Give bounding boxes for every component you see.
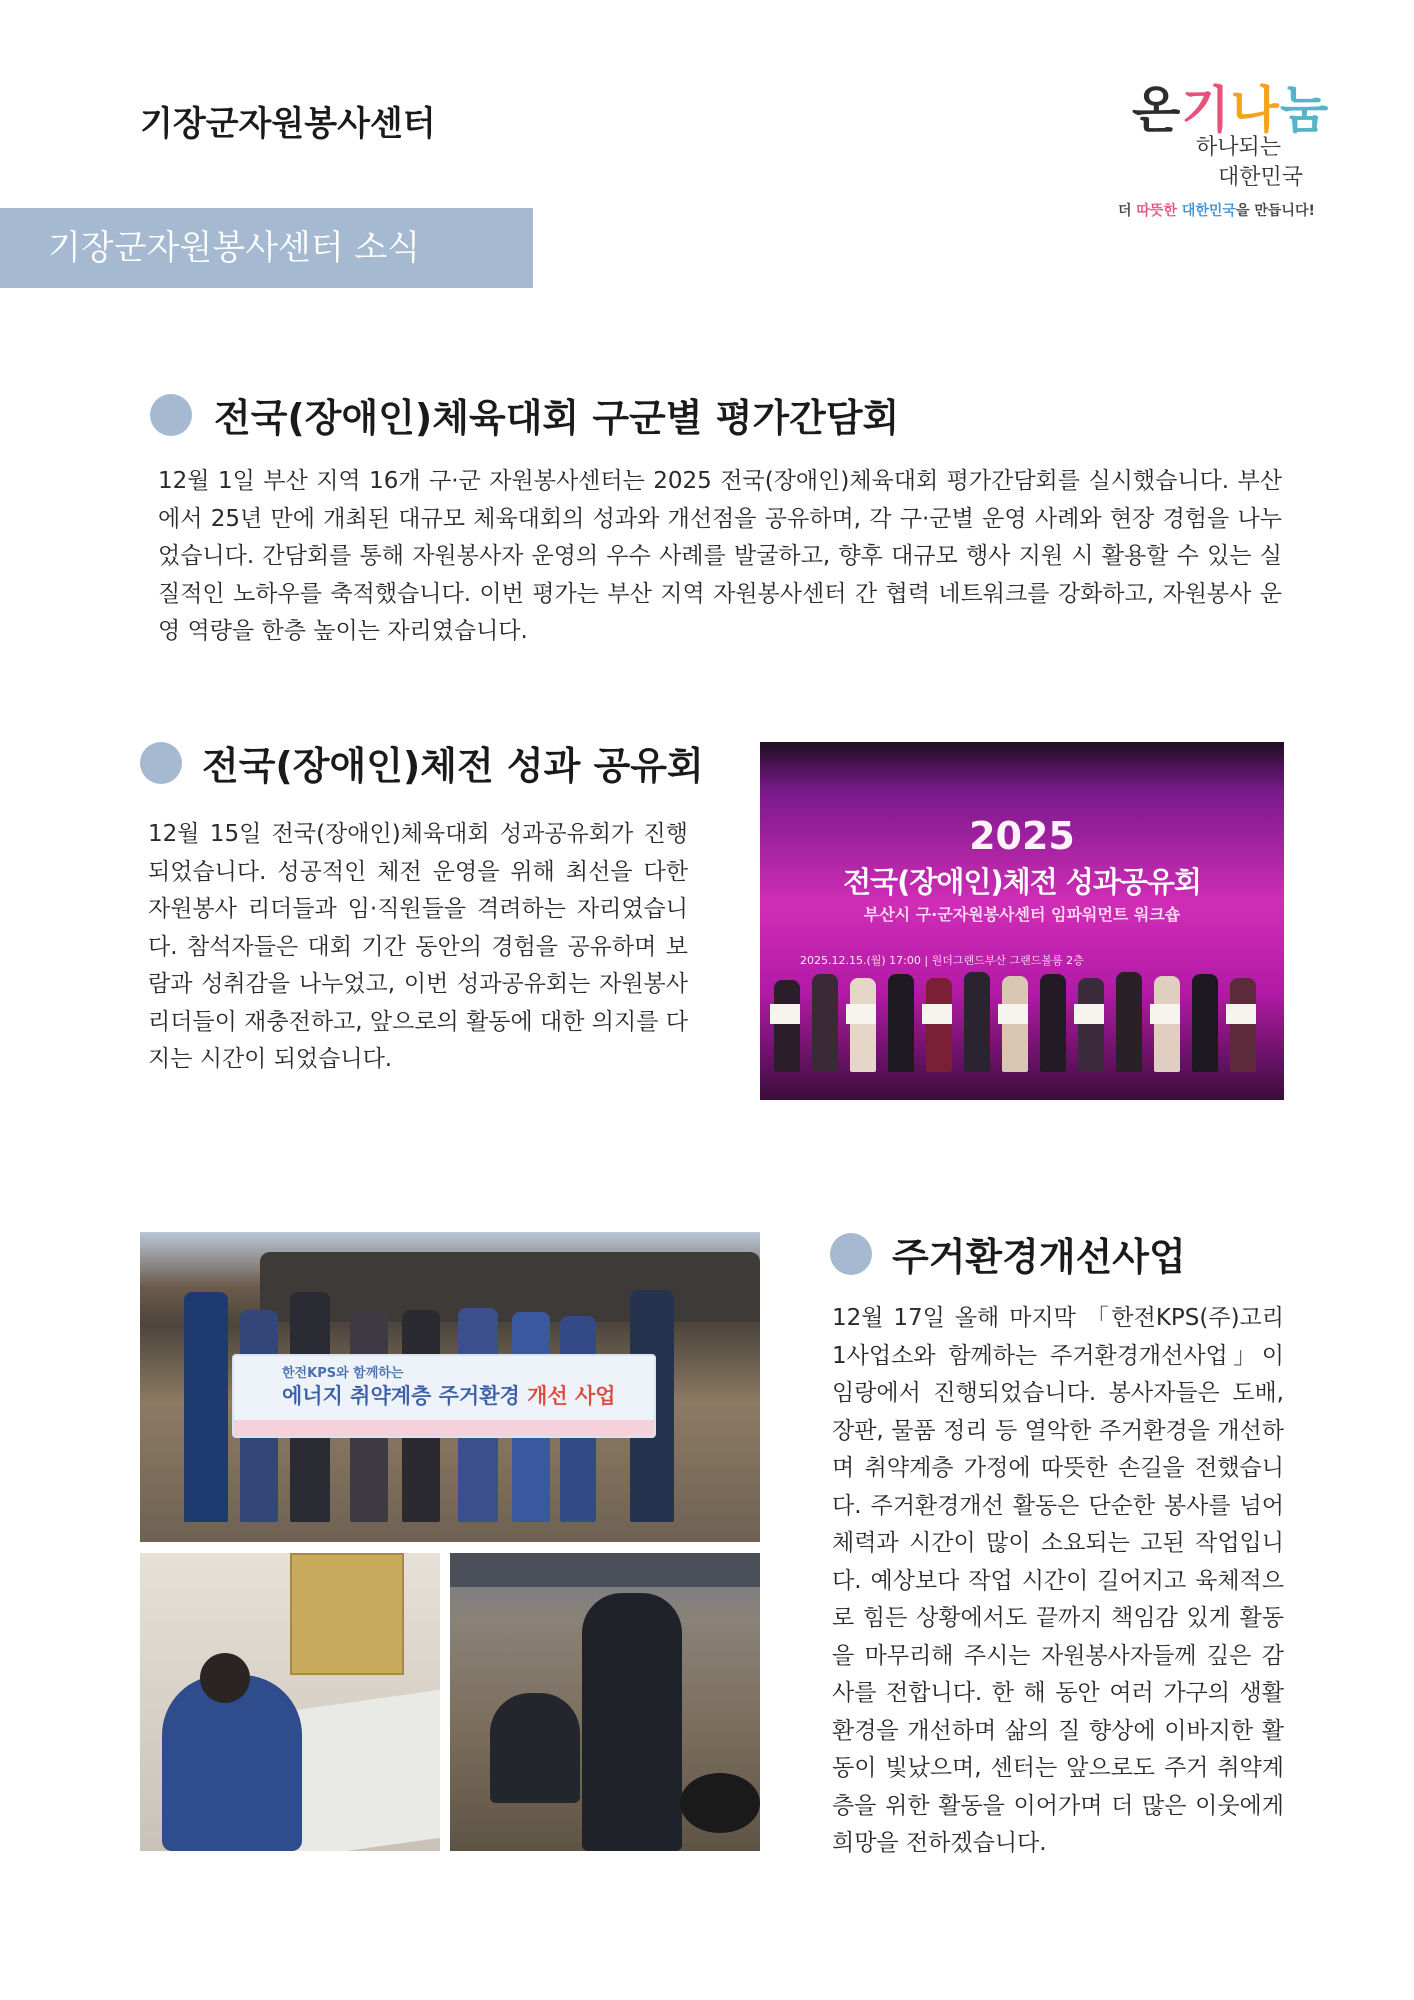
- logo-sub-1: 하나되는: [1196, 135, 1282, 160]
- black-pipe: [680, 1773, 760, 1833]
- certificate: [1226, 1004, 1256, 1024]
- wallpapering-photo: [140, 1553, 440, 1851]
- section-tag: 기장군자원봉사센터 소식: [0, 208, 533, 288]
- yard-cleanup-photo: [450, 1553, 760, 1851]
- banner-line-2-accent: 개선 사업: [527, 1384, 616, 1408]
- attendee-figure: [1002, 976, 1028, 1072]
- section-1-heading: [150, 387, 899, 442]
- section-1-body: 12월 1일 부산 지역 16개 구·군 자원봉사센터는 2025 전국(장애인)체육대회 평가간담회를 실시했습니다. 부산에서 25년 만에 개최된 대규모 체육대회의 성과와 개선점을 공유하며, 각 구·군별 운영 사례와 현장 경험을 나누었습니다. 간담회를 통해 자원봉사자 운영의 우수 사례를 발굴하고, 향후 대규모 행사 지원 시 활용할 수 있는 실질적인 노하우를 축적했습니다. 이번 평가는 부산 지역 자원봉사센터 간 협력 네트워크를 강화하고, 자원봉사 운영 역량을 한층 높이는 자리였습니다.: [158, 468, 1282, 644]
- house-roof: [260, 1252, 760, 1322]
- banner-line-1: 한전KPS와 함께하는: [282, 1366, 404, 1381]
- attendee-figure: [964, 972, 990, 1072]
- attendee-figure: [850, 978, 876, 1072]
- banner-sponsor-strip: [234, 1420, 654, 1436]
- stage-screen-date: 2025.12.15.(월) 17:00 | 원더그랜드부산 그랜드볼룸 2층: [800, 954, 1084, 967]
- certificate: [1150, 1004, 1180, 1024]
- attendee-figure: [888, 974, 914, 1072]
- logo-char-1: 온: [1132, 81, 1182, 139]
- org-name: 기장군자원봉사센터: [140, 104, 436, 144]
- attendee-figure: [1192, 974, 1218, 1072]
- volunteer-figure: [582, 1593, 682, 1851]
- section-1-title: 전국(장애인)체육대회 구군별 평가간담회: [214, 396, 900, 440]
- stage-screen-title: 전국(장애인)체전 성과공유회: [843, 865, 1201, 899]
- attendee-figure: [774, 980, 800, 1072]
- bullet-dot-icon: [150, 394, 192, 436]
- section-2-heading: [140, 735, 704, 790]
- logo-char-4: 눔: [1279, 81, 1330, 139]
- logo-tagline-1: 더: [1118, 203, 1137, 219]
- certificate: [1074, 1004, 1104, 1024]
- attendee-figure: [926, 978, 952, 1072]
- attendee-figure: [1154, 976, 1180, 1072]
- section-3-heading: [830, 1226, 1186, 1281]
- campaign-logo: [1118, 70, 1338, 230]
- bullet-dot-icon: [830, 1233, 872, 1275]
- wardrobe: [290, 1553, 404, 1675]
- logo-tagline-4: 대한민국: [1181, 203, 1236, 219]
- certificate: [846, 1004, 876, 1024]
- certificate: [770, 1004, 800, 1024]
- attendee-figure: [1230, 978, 1256, 1072]
- logo-tagline-2: 따뜻한: [1136, 203, 1177, 219]
- certificate: [998, 1004, 1028, 1024]
- logo-tagline-5: 을 만듭니다!: [1235, 203, 1315, 219]
- tile-roof: [450, 1553, 760, 1587]
- stage-screen-year: 2025: [969, 814, 1075, 858]
- banner-line-2: [282, 1380, 616, 1410]
- logo-sub-2: 대한민국: [1218, 165, 1304, 190]
- section-3-title: 주거환경개선사업: [892, 1235, 1186, 1279]
- volunteer-group-photo: [140, 1232, 760, 1542]
- attendee-figure: [812, 974, 838, 1072]
- ceremony-stage-photo: [760, 742, 1284, 1100]
- section-3-body: 12월 17일 올해 마지막 「한전KPS(주)고리1사업소와 함께하는 주거환경개선사업」이 임랑에서 진행되었습니다. 봉사자들은 도배, 장판, 물품 정리 등 열악한 주거환경을 개선하며 취약계층 가정에 따뜻한 손길을 전했습니다. 주거환경개선 활동은 단순한 봉사를 넘어 체력과 시간이 많이 소요되는 고된 작업입니다. 예상보다 작업 시간이 길어지고 육체적으로 힘든 상황에서도 끝까지 책임감 있게 활동을 마무리해 주시는 자원봉사자들께 깊은 감사를 전합니다. 한 해 동안 여러 가구의 생활 환경을 개선하며 삶의 질 향상에 이바지한 활동이 빛났으며, 센터는 앞으로도 주거 취약계층을 위한 활동을 이어가며 더 많은 이웃에게 희망을 전하겠습니다.: [832, 1305, 1284, 1856]
- volunteer-figure: [184, 1292, 228, 1522]
- certificate: [922, 1004, 952, 1024]
- logo-char-2: 기: [1181, 81, 1231, 139]
- section-2-title: 전국(장애인)체전 성과 공유회: [202, 744, 704, 788]
- logo-char-3: 나: [1230, 81, 1280, 139]
- attendee-figure: [1040, 974, 1066, 1072]
- bullet-dot-icon: [140, 742, 182, 784]
- stage-screen-subtitle: 부산시 구·군자원봉사센터 임파워먼트 워크숍: [863, 905, 1181, 924]
- banner-line-2-main: 에너지 취약계층 주거환경: [282, 1384, 528, 1408]
- section-2-body: 12월 15일 전국(장애인)체육대회 성과공유회가 진행되었습니다. 성공적인 체전 운영을 위해 최선을 다한 자원봉사 리더들과 임·직원들을 격려하는 자리였습니다. 참석자들은 대회 기간 동안의 경험을 공유하며 보람과 성취감을 나누었고, 이번 성과공유회는 자원봉사 리더들이 재충전하고, 앞으로의 활동에 대한 의지를 다지는 시간이 되었습니다.: [148, 821, 688, 1072]
- attendee-figure: [1078, 978, 1104, 1072]
- attendee-figure: [1116, 972, 1142, 1072]
- volunteer-figure: [490, 1693, 580, 1803]
- logo-tagline: [1118, 200, 1315, 220]
- volunteer-head: [200, 1653, 250, 1703]
- project-banner: [232, 1354, 656, 1438]
